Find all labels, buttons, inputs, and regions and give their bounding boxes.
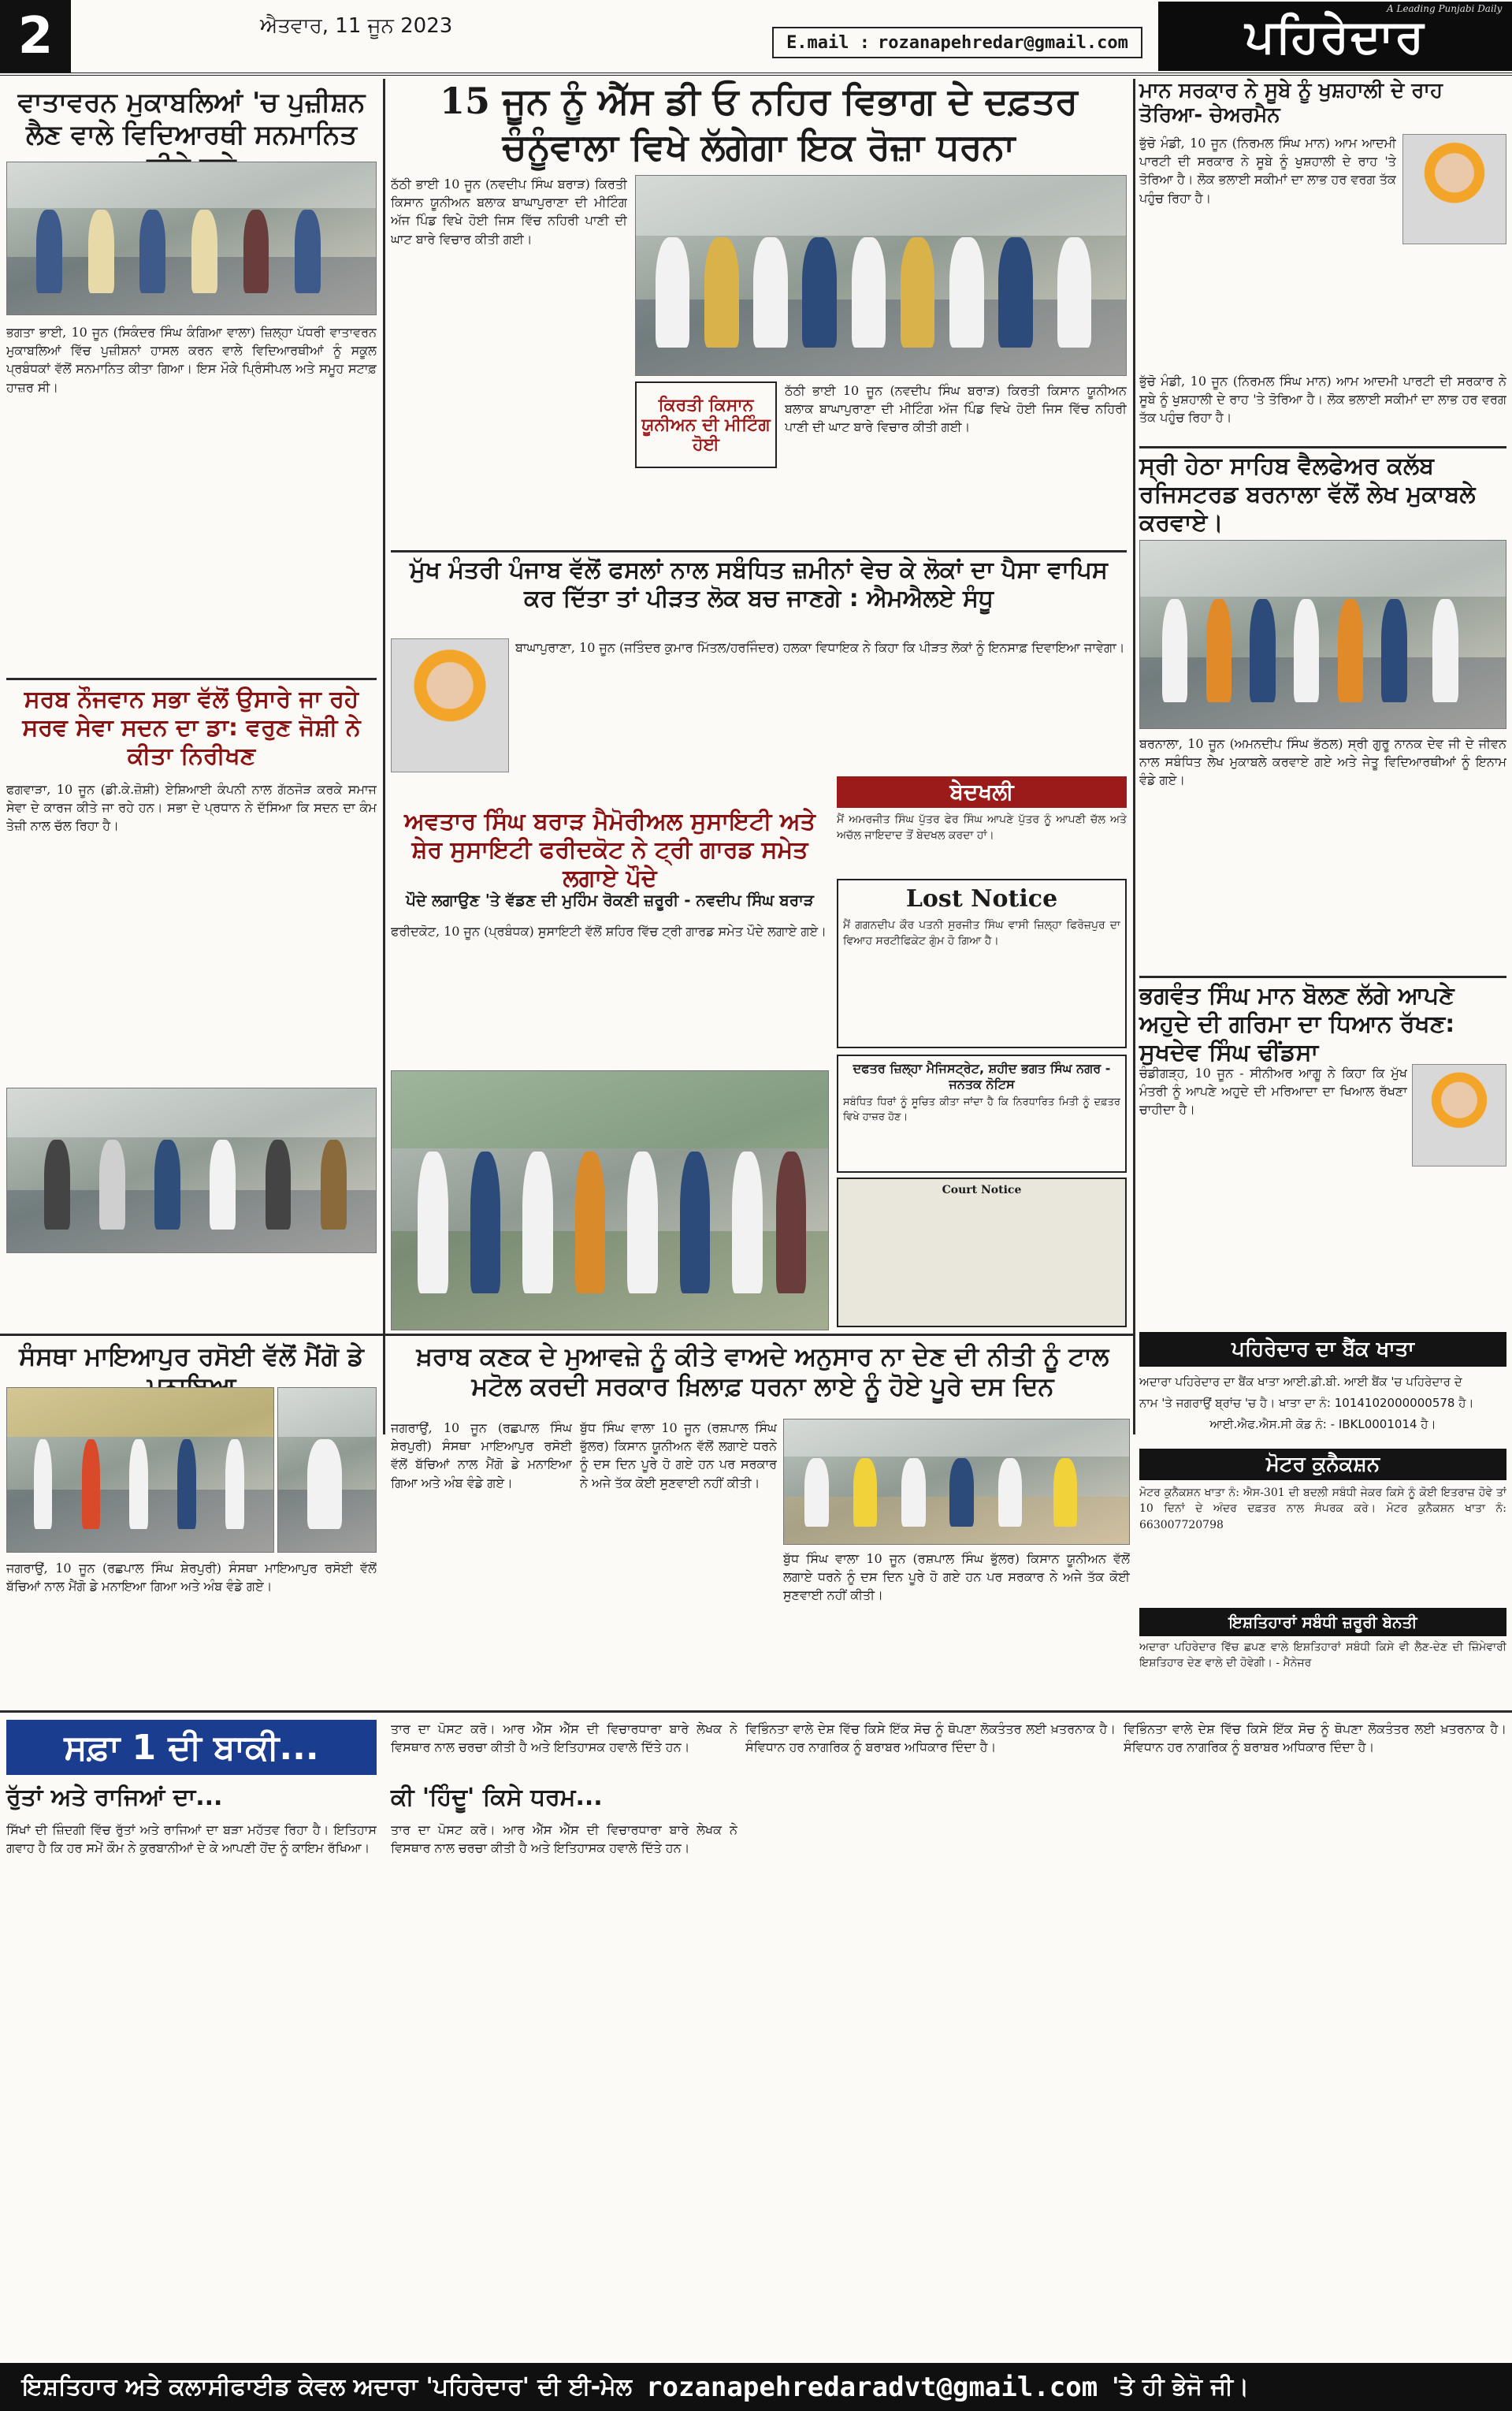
court-notice-label: Court Notice xyxy=(942,1184,1022,1196)
bank-line: ਅਦਾਰਾ ਪਹਿਰੇਦਾਰ ਦਾ ਬੈਂਕ ਖਾਤਾ ਆਈ.ਡੀ.ਬੀ. ਆਈ ਬੈਂਕ 'ਚ ਪਹਿਰੇਦਾਰ ਦੇ xyxy=(1139,1375,1462,1389)
union-meeting-photo xyxy=(635,175,1127,376)
section-divider xyxy=(6,678,377,680)
mango-day-photo-1 xyxy=(6,1387,274,1553)
ad-request-notice: ਅਦਾਰਾ ਪਹਿਰੇਦਾਰ ਵਿੱਚ ਛਪਣ ਵਾਲੇ ਇਸ਼ਤਿਹਾਰਾਂ ਸਬੰਧੀ ਕਿਸੇ ਵੀ ਲੈਣ-ਦੇਣ ਦੀ ਜ਼ਿੰਮੇਵਾਰੀ ਇਸ਼ਤਿਹਾਰ ਦੇਣ ਵਾਲੇ ਦੀ ਹੋਵੇਗੀ। - ਮੈਨੇਜਰ xyxy=(1139,1641,1506,1670)
footer-ad-strip xyxy=(0,2363,1512,2411)
lead-article: ਠੱਠੀ ਭਾਈ 10 ਜੂਨ (ਨਵਦੀਪ ਸਿੰਘ ਬਰਾੜ) ਕਿਰਤੀ ਕਿਸਾਨ ਯੂਨੀਅਨ ਬਲਾਕ ਬਾਘਾਪੁਰਾਣਾ ਦੀ ਮੀਟਿੰਗ ਅੱਜ ਪਿੰਡ ਵਿਖੇ ਹੋਈ ਜਿਸ ਵਿੱਚ ਨਹਿਰੀ ਪਾਣੀ ਦੀ ਘਾਟ ਬਾਰੇ ਵਿਚਾਰ ਕੀਤੀ ਗਈ। xyxy=(391,177,627,247)
club-headline: ਸ੍ਰੀ ਹੇਠਾ ਸਾਹਿਬ ਵੈਲਫੇਅਰ ਕਲੱਬ ਰਜਿਸਟਰਡ ਬਰਨਾਲਾ ਵੱਲੋਂ ਲੇਖ ਮੁਕਾਬਲੇ ਕਰਵਾਏ। xyxy=(1139,452,1476,537)
footer-text-end: 'ਤੇ ਹੀ ਭੇਜੋ ਜੀ। xyxy=(1112,2373,1250,2401)
column-divider xyxy=(1133,79,1135,1434)
seva-sadan-photo xyxy=(6,1088,377,1253)
continued-head-2: ਕੀ 'ਹਿੰਦੂ' ਕਿਸੇ ਧਰਮ... xyxy=(391,1784,603,1811)
continued-article-1: ਸਿੱਖਾਂ ਦੀ ਜ਼ਿੰਦਗੀ ਵਿੱਚ ਰੁੱਤਾਂ ਅਤੇ ਰਾਜਿਆਂ ਦਾ ਬੜਾ ਮਹੱਤਵ ਰਿਹਾ ਹੈ। ਇਤਿਹਾਸ ਗਵਾਹ ਹੈ ਕਿ ਹਰ ਸਮੇਂ ਕੌਮ ਨੇ ਕੁਰਬਾਨੀਆਂ ਦੇ ਕੇ ਆਪਣੀ ਹੋਂਦ ਨੂੰ ਕਾਇਮ ਰੱਖਿਆ। xyxy=(6,1822,377,1856)
lost-notice-box xyxy=(837,879,1127,1048)
cm-headline: ਮੁੱਖ ਮੰਤਰੀ ਪੰਜਾਬ ਵੱਲੋਂ ਫਸਲਾਂ ਨਾਲ ਸਬੰਧਿਤ ਜ਼ਮੀਨਾਂ ਵੇਚ ਕੇ ਲੋਕਾਂ ਦਾ ਪੈਸਾ ਵਾਪਿਸ ਕਰ ਦਿੱਤਾ ਤਾਂ ਪੀੜਤ ਲੋਕ ਬਚ ਜਾਣਗੇ : ਐਮਐਲਏ ਸੰਧੂ xyxy=(410,556,1108,612)
continued-article-4: ਵਿਭਿੰਨਤਾ ਵਾਲੇ ਦੇਸ਼ ਵਿੱਚ ਕਿਸੇ ਇੱਕ ਸੋਚ ਨੂੰ ਥੋਪਣਾ ਲੋਕਤੰਤਰ ਲਈ ਖ਼ਤਰਨਾਕ ਹੈ। ਸੰਵਿਧਾਨ ਹਰ ਨਾਗਰਿਕ ਨੂੰ ਬਰਾਬਰ ਅਧਿਕਾਰ ਦਿੰਦਾ ਹੈ। xyxy=(1124,1721,1506,1755)
mango-day-article: ਜਗਰਾਉਂ, 10 ਜੂਨ (ਰਛਪਾਲ ਸਿੰਘ ਸ਼ੇਰਪੁਰੀ) ਸੰਸਥਾ ਮਾਇਆਪੁਰ ਰਸੋਈ ਵੱਲੋਂ ਬੱਚਿਆਂ ਨਾਲ ਮੈਂਗੋ ਡੇ ਮਨਾਇਆ ਗਿਆ ਅਤੇ ਅੰਬ ਵੰਡੇ ਗਏ। xyxy=(6,1561,377,1594)
society-subheadline: ਪੌਦੇ ਲਗਾਉਣ 'ਤੇ ਵੱਡਣ ਦੀ ਮੁਹਿੰਮ ਰੋਕਣੀ ਜ਼ਰੂਰੀ - ਨਵਦੀਪ ਸਿੰਘ ਬਰਾੜ xyxy=(406,891,814,910)
right-top-headline: ਮਾਨ ਸਰਕਾਰ ਨੇ ਸੂਬੇ ਨੂੰ ਖੁਸ਼ਹਾਲੀ ਦੇ ਰਾਹ ਤੋਰਿਆ- ਚੇਅਰਮੈਨ xyxy=(1139,79,1443,128)
left-top-article: ਭਗਤਾ ਭਾਈ, 10 ਜੂਨ (ਸਿਕੰਦਰ ਸਿੰਘ ਕੰਗਿਆ ਵਾਲਾ) ਜ਼ਿਲ੍ਹਾ ਪੱਧਰੀ ਵਾਤਾਵਰਨ ਮੁਕਾਬਲਿਆਂ ਵਿੱਚ ਪੁਜ਼ੀਸ਼ਨਾਂ ਹਾਸਲ ਕਰਨ ਵਾਲੇ ਵਿਦਿਆਰਥੀਆਂ ਨੂੰ ਸਕੂਲ ਪ੍ਰਬੰਧਕਾਂ ਵੱਲੋਂ ਸਨਮਾਨਿਤ ਕੀਤਾ ਗਿਆ। ਇਸ ਮੌਕੇ ਪ੍ਰਿੰਸੀਪਲ ਅਤੇ ਸਮੂਹ ਸਟਾਫ਼ ਹਾਜ਼ਰ ਸੀ। xyxy=(6,325,377,395)
bank-ifsc: ਆਈ.ਐਫ.ਐਸ.ਸੀ ਕੋਡ ਨੰ: - IBKL0001014 ਹੈ। xyxy=(1209,1417,1436,1431)
motor-connection-notice: ਮੋਟਰ ਕੁਨੈਕਸ਼ਨ ਖਾਤਾ ਨੰ: ਐਸ-301 ਦੀ ਬਦਲੀ ਸਬੰਧੀ ਜੇਕਰ ਕਿਸੇ ਨੂੰ ਕੋਈ ਇਤਰਾਜ਼ ਹੋਵੇ ਤਾਂ 10 ਦਿਨਾਂ ਦੇ ਅੰਦਰ ਦਫ਼ਤਰ ਨਾਲ ਸੰਪਰਕ ਕਰੇ। ਮੋਟਰ ਕੁਨੈਕਸ਼ਨ ਖਾਤਾ ਨੰ: 663007720798 xyxy=(1139,1486,1506,1531)
dhindsa-portrait xyxy=(1412,1064,1506,1166)
essay-competition-photo xyxy=(1139,540,1506,729)
dhindsa-article: ਚੰਡੀਗੜ੍ਹ, 10 ਜੂਨ - ਸੀਨੀਅਰ ਆਗੂ ਨੇ ਕਿਹਾ ਕਿ ਮੁੱਖ ਮੰਤਰੀ ਨੂੰ ਆਪਣੇ ਅਹੁਦੇ ਦੀ ਮਰਿਆਦਾ ਦਾ ਖਿਆਲ ਰੱਖਣਾ ਚਾਹੀਦਾ ਹੈ। xyxy=(1139,1066,1407,1118)
court-notice-document xyxy=(837,1178,1127,1327)
mango-day-article-cont: ਜਗਰਾਉਂ, 10 ਜੂਨ (ਰਛਪਾਲ ਸਿੰਘ ਸ਼ੇਰਪੁਰੀ) ਸੰਸਥਾ ਮਾਇਆਪੁਰ ਰਸੋਈ ਵੱਲੋਂ ਬੱਚਿਆਂ ਨਾਲ ਮੈਂਗੋ ਡੇ ਮਨਾਇਆ ਗਿਆ ਅਤੇ ਅੰਬ ਵੰਡੇ ਗਏ। xyxy=(391,1420,572,1490)
footer-email[interactable]: rozanapehredaradvt@gmail.com xyxy=(646,2371,1098,2403)
continued-article-3: ਵਿਭਿੰਨਤਾ ਵਾਲੇ ਦੇਸ਼ ਵਿੱਚ ਕਿਸੇ ਇੱਕ ਸੋਚ ਨੂੰ ਥੋਪਣਾ ਲੋਕਤੰਤਰ ਲਈ ਖ਼ਤਰਨਾਕ ਹੈ। ਸੰਵਿਧਾਨ ਹਰ ਨਾਗਰਿਕ ਨੂੰ ਬਰਾਬਰ ਅਧਿਕਾਰ ਦਿੰਦਾ ਹੈ। xyxy=(745,1721,1116,1755)
continued-banner: ਸਫ਼ਾ 1 ਦੀ ਬਾਕੀ... xyxy=(6,1720,377,1775)
wheat-headline: ਖ਼ਰਾਬ ਕਣਕ ਦੇ ਮੁਆਵਜ਼ੇ ਨੂੰ ਕੀਤੇ ਵਾਅਦੇ ਅਨੁਸਾਰ ਨਾ ਦੇਣ ਦੀ ਨੀਤੀ ਨੂੰ ਟਾਲ ਮਟੋਲ ਕਰਦੀ ਸਰਕਾਰ ਖ਼ਿਲਾਫ਼ ਧਰਨਾ ਲਾਏ ਨੂੰ ਹੋਏ ਪੂਰੇ ਦਸ ਦਿਨ xyxy=(416,1341,1109,1402)
court-notice-body: ਸਬੰਧਿਤ ਧਿਰਾਂ ਨੂੰ ਸੂਚਿਤ ਕੀਤਾ ਜਾਂਦਾ ਹੈ ਕਿ ਨਿਰਧਾਰਿਤ ਮਿਤੀ ਨੂੰ ਦਫ਼ਤਰ ਵਿਖੇ ਹਾਜ਼ਰ ਹੋਣ। xyxy=(843,1096,1120,1123)
right-top-article-cont: ਭੁੱਚੋ ਮੰਡੀ, 10 ਜੂਨ (ਨਿਰਮਲ ਸਿੰਘ ਮਾਨ) ਆਮ ਆਦਮੀ ਪਾਰਟੀ ਦੀ ਸਰਕਾਰ ਨੇ ਸੂਬੇ ਨੂੰ ਖੁਸ਼ਹਾਲੀ ਦੇ ਰਾਹ 'ਤੇ ਤੋਰਿਆ ਹੈ। ਲੋਕ ਭਲਾਈ ਸਕੀਮਾਂ ਦਾ ਲਾਭ ਹਰ ਵਰਗ ਤੱਕ ਪਹੁੰਚ ਰਿਹਾ ਹੈ। xyxy=(1139,374,1506,426)
lost-notice-body: ਮੈਂ ਗਗਨਦੀਪ ਕੌਰ ਪਤਨੀ ਸੁਰਜੀਤ ਸਿੰਘ ਵਾਸੀ ਜ਼ਿਲ੍ਹਾ ਫਿਰੋਜ਼ਪੁਰ ਦਾ ਵਿਆਹ ਸਰਟੀਫਿਕੇਟ ਗੁੰਮ ਹੋ ਗਿਆ ਹੈ। xyxy=(843,919,1120,948)
continued-head-1: ਰੁੱਤਾਂ ਅਤੇ ਰਾਜਿਆਂ ਦਾ... xyxy=(6,1784,223,1811)
club-article: ਬਰਨਾਲਾ, 10 ਜੂਨ (ਅਮਨਦੀਪ ਸਿੰਘ ਭੱਠਲ) ਸ੍ਰੀ ਗੁਰੂ ਨਾਨਕ ਦੇਵ ਜੀ ਦੇ ਜੀਵਨ ਨਾਲ ਸਬੰਧਿਤ ਲੇਖ ਮੁਕਾਬਲੇ ਕਰਵਾਏ ਗਏ ਅਤੇ ਜੇਤੂ ਵਿਦਿਆਰਥੀਆਂ ਨੂੰ ਇਨਾਮ ਵੰਡੇ ਗਏ। xyxy=(1139,736,1506,788)
mango-day-headline: ਸੰਸਥਾ ਮਾਇਆਪੁਰ ਰਸੋਈ ਵੱਲੋਂ ਮੈਂਗੋ ਡੇ xyxy=(19,1341,364,1371)
disowned-notice: ਮੈਂ ਅਮਰਜੀਤ ਸਿੰਘ ਪੁੱਤਰ ਫੇਰ ਸਿੰਘ ਆਪਣੇ ਪੁੱਤਰ ਨੂੰ ਆਪਣੀ ਚੱਲ ਅਤੇ ਅਚੱਲ ਜਾਇਦਾਦ ਤੋਂ ਬੇਦਖਲ ਕਰਦਾ ਹਾਂ। xyxy=(837,813,1127,843)
footer-text: ਇਸ਼ਤਿਹਾਰ ਅਤੇ ਕਲਾਸੀਫਾਈਡ ਕੇਵਲ ਅਦਾਰਾ 'ਪਹਿਰੇਦਾਰ' ਦੀ ਈ-ਮੇਲ xyxy=(22,2373,633,2401)
section-divider xyxy=(0,1710,1512,1713)
section-divider xyxy=(1139,976,1506,978)
court-notice-title: ਦਫਤਰ ਜ਼ਿਲ੍ਹਾ ਮੈਜਿਸਟ੍ਰੇਟ, ਸ਼ਹੀਦ ਭਗਤ ਸਿੰਘ ਨਗਰ - ਜਨਤਕ ਨੋਟਿਸ xyxy=(853,1061,1111,1092)
court-notice-box xyxy=(837,1055,1127,1173)
dhindsa-headline: ਭਗਵੰਤ ਸਿੰਘ ਮਾਨ ਬੋਲਣ ਲੱਗੇ ਆਪਣੇ ਅਹੁਦੇ ਦੀ ਗਰਿਮਾ ਦਾ ਧਿਆਨ ਰੱਖਣ: ਸੁਖਦੇਵ ਸਿੰਘ ਢੀਂਡਸਾ xyxy=(1139,982,1455,1066)
page-number: 2 xyxy=(0,0,71,73)
issue-date: ਐਤਵਾਰ, 11 ਜੂਨ 2023 xyxy=(260,14,453,38)
newspaper-logo: ਪਹਿਰੇਦਾਰ xyxy=(1158,2,1512,71)
email-label: E.mail : xyxy=(786,32,871,53)
motor-connection-bar: ਮੋਟਰ ਕੁਨੈਕਸ਼ਨ xyxy=(1139,1449,1506,1480)
section-divider xyxy=(391,550,1127,553)
section-divider xyxy=(0,1334,1135,1336)
left-top-headline: ਵਾਤਾਵਰਨ ਮੁਕਾਬਲਿਆਂ 'ਚ ਪੁਜ਼ੀਸ਼ਨ ਲੈਣ ਵਾਲੇ ਵਿਦਿਆਰਥੀ ਸਨਮਾਨਿਤ xyxy=(17,87,366,151)
masthead xyxy=(0,0,1512,76)
disowned-bar: ਬੇਦਖਲੀ xyxy=(837,776,1127,808)
students-photo xyxy=(6,162,377,315)
email-address[interactable]: rozanapehredar@gmail.com xyxy=(878,32,1128,53)
cm-article: ਬਾਘਾਪੁਰਾਣਾ, 10 ਜੂਨ (ਜਤਿੰਦਰ ਕੁਮਾਰ ਮਿੱਤਲ/ਹਰਜਿੰਦਰ) ਹਲਕਾ ਵਿਧਾਇਕ ਨੇ ਕਿਹਾ ਕਿ ਪੀੜਤ ਲੋਕਾਂ ਨੂੰ ਇਨਸਾਫ਼ ਦਿਵਾਇਆ ਜਾਵੇਗਾ। xyxy=(515,640,1125,655)
ad-request-bar: ਇਸ਼ਤਿਹਾਰਾਂ ਸਬੰਧੀ ਜ਼ਰੂਰੀ ਬੇਨਤੀ xyxy=(1139,1608,1506,1636)
farmers-protest-photo xyxy=(783,1419,1130,1545)
wheat-article: ਬੁੱਧ ਸਿੰਘ ਵਾਲਾ 10 ਜੂਨ (ਰਸ਼ਪਾਲ ਸਿੰਘ ਭੁੱਲਰ) ਕਿਸਾਨ ਯੂਨੀਅਨ ਵੱਲੋਂ ਲਗਾਏ ਧਰਨੇ ਨੂੰ ਦਸ ਦਿਨ ਪੂਰੇ ਹੋ ਗਏ ਹਨ ਪਰ ਸਰਕਾਰ ਨੇ ਅਜੇ ਤੱਕ ਕੋਈ ਸੁਣਵਾਈ ਨਹੀਂ ਕੀਤੀ। xyxy=(580,1420,777,1490)
lead-headline: 15 ਜੂਨ ਨੂੰ ਐੱਸ ਡੀ ਓ ਨਹਿਰ ਵਿਭਾਗ ਦੇ ਦਫ਼ਤਰ ਚੰਨੂੰਵਾਲਾ ਵਿਖੇ ਲੱਗੇਗਾ ਇਕ ਰੋਜ਼ਾ ਧਰਨਾ xyxy=(440,80,1078,168)
wheat-article-cont: ਬੁੱਧ ਸਿੰਘ ਵਾਲਾ 10 ਜੂਨ (ਰਸ਼ਪਾਲ ਸਿੰਘ ਭੁੱਲਰ) ਕਿਸਾਨ ਯੂਨੀਅਨ ਵੱਲੋਂ ਲਗਾਏ ਧਰਨੇ ਨੂੰ ਦਸ ਦਿਨ ਪੂਰੇ ਹੋ ਗਏ ਹਨ ਪਰ ਸਰਕਾਰ ਨੇ ਅਜੇ ਤੱਕ ਕੋਈ ਸੁਣਵਾਈ ਨਹੀਂ ਕੀਤੀ। xyxy=(783,1551,1130,1603)
bank-account-bar: ਪਹਿਰੇਦਾਰ ਦਾ ਬੈਂਕ ਖਾਤਾ xyxy=(1139,1332,1506,1367)
bank-line: ਨਾਮ 'ਤੇ ਜਗਰਾਉਂ ਬ੍ਰਾਂਚ 'ਚ ਹੈ। ਖਾਤਾ ਦਾ ਨੰ: 1014102000000578 ਹੈ। xyxy=(1139,1396,1474,1410)
continued-article-2: ਤਾਰ ਦਾ ਪੋਸਟ ਕਰੋ। ਆਰ ਐੱਸ ਐੱਸ ਦੀ ਵਿਚਾਰਧਾਰਾ ਬਾਰੇ ਲੇਖਕ ਨੇ ਵਿਸਥਾਰ ਨਾਲ ਚਰਚਾ ਕੀਤੀ ਹੈ ਅਤੇ ਇਤਿਹਾਸਕ ਹਵਾਲੇ ਦਿੱਤੇ ਹਨ। xyxy=(391,1822,737,1856)
masthead-email[interactable] xyxy=(772,27,1142,58)
mla-portrait xyxy=(391,638,509,772)
lead-article-cont: ਠੱਠੀ ਭਾਈ 10 ਜੂਨ (ਨਵਦੀਪ ਸਿੰਘ ਬਰਾੜ) ਕਿਰਤੀ ਕਿਸਾਨ ਯੂਨੀਅਨ ਬਲਾਕ ਬਾਘਾਪੁਰਾਣਾ ਦੀ ਮੀਟਿੰਗ ਅੱਜ ਪਿੰਡ ਵਿਖੇ ਹੋਈ ਜਿਸ ਵਿੱਚ ਨਹਿਰੀ ਪਾਣੀ ਦੀ ਘਾਟ ਬਾਰੇ ਵਿਚਾਰ ਕੀਤੀ ਗਈ। xyxy=(785,383,1127,435)
lost-notice-title: Lost Notice xyxy=(905,885,1058,913)
right-top-article: ਭੁੱਚੋ ਮੰਡੀ, 10 ਜੂਨ (ਨਿਰਮਲ ਸਿੰਘ ਮਾਨ) ਆਮ ਆਦਮੀ ਪਾਰਟੀ ਦੀ ਸਰਕਾਰ ਨੇ ਸੂਬੇ ਨੂੰ ਖੁਸ਼ਹਾਲੀ ਦੇ ਰਾਹ 'ਤੇ ਤੋਰਿਆ ਹੈ। ਲੋਕ ਭਲਾਈ ਸਕੀਮਾਂ ਦਾ ਲਾਭ ਹਰ ਵਰਗ ਤੱਕ ਪਹੁੰਚ ਰਿਹਾ ਹੈ। xyxy=(1139,136,1396,206)
bank-account-details xyxy=(1139,1371,1506,1442)
column-divider xyxy=(383,79,385,1434)
chairman-portrait xyxy=(1402,134,1506,244)
continued-article-2-top: ਤਾਰ ਦਾ ਪੋਸਟ ਕਰੋ। ਆਰ ਐੱਸ ਐੱਸ ਦੀ ਵਿਚਾਰਧਾਰਾ ਬਾਰੇ ਲੇਖਕ ਨੇ ਵਿਸਥਾਰ ਨਾਲ ਚਰਚਾ ਕੀਤੀ ਹੈ ਅਤੇ ਇਤਿਹਾਸਕ ਹਵਾਲੇ ਦਿੱਤੇ ਹਨ। xyxy=(391,1721,737,1755)
tree-planting-photo xyxy=(391,1070,829,1330)
society-article: ਫਰੀਦਕੋਟ, 10 ਜੂਨ (ਪ੍ਰਬੰਧਕ) ਸੁਸਾਇਟੀ ਵੱਲੋਂ ਸ਼ਹਿਰ ਵਿੱਚ ਟ੍ਰੀ ਗਾਰਡ ਸਮੇਤ ਪੌਦੇ ਲਗਾਏ ਗਏ। xyxy=(391,924,827,939)
society-headline: ਅਵਤਾਰ ਸਿੰਘ ਬਰਾੜ ਮੈਮੋਰੀਅਲ ਸੁਸਾਇਟੀ ਅਤੇ ਸ਼ੇਰ ਸੁਸਾਇਟੀ ਫਰੀਦਕੋਟ ਨੇ ਟ੍ਰੀ ਗਾਰਡ ਸਮੇਤ ਲਗਾਏ ਪੌਦੇ xyxy=(404,808,815,892)
section-divider xyxy=(1139,446,1506,448)
union-callout: ਕਿਰਤੀ ਕਿਸਾਨ ਯੂਨੀਅਨ ਦੀ ਮੀਟਿੰਗ ਹੋਈ xyxy=(635,381,777,468)
mango-day-photo-2 xyxy=(277,1387,377,1553)
tagline: A Leading Punjabi Daily xyxy=(1387,3,1503,14)
left-mid-headline: ਸਰਬ ਨੌਜਵਾਨ ਸਭਾ ਵੱਲੋਂ ਉਸਾਰੇ ਜਾ ਰਹੇ ਸਰਵ ਸੇਵਾ ਸਦਨ ਦਾ ਡਾ: ਵਰੁਣ ਜੋਸ਼ੀ ਨੇ ਕੀਤਾ ਨਿਰੀਖਣ xyxy=(22,686,361,770)
left-mid-article: ਫਗਵਾੜਾ, 10 ਜੂਨ (ਡੀ.ਕੇ.ਜ਼ੋਸ਼ੀ) ਏਸ਼ਿਆਈ ਕੰਪਨੀ ਨਾਲ ਗੱਠਜੋੜ ਕਰਕੇ ਸਮਾਜ ਸੇਵਾ ਦੇ ਕਾਰਜ ਕੀਤੇ ਜਾ ਰਹੇ ਹਨ। ਸਭਾ ਦੇ ਪ੍ਰਧਾਨ ਨੇ ਦੱਸਿਆ ਕਿ ਸਦਨ ਦਾ ਕੰਮ ਤੇਜ਼ੀ ਨਾਲ ਚੱਲ ਰਿਹਾ ਹੈ। xyxy=(6,782,377,834)
